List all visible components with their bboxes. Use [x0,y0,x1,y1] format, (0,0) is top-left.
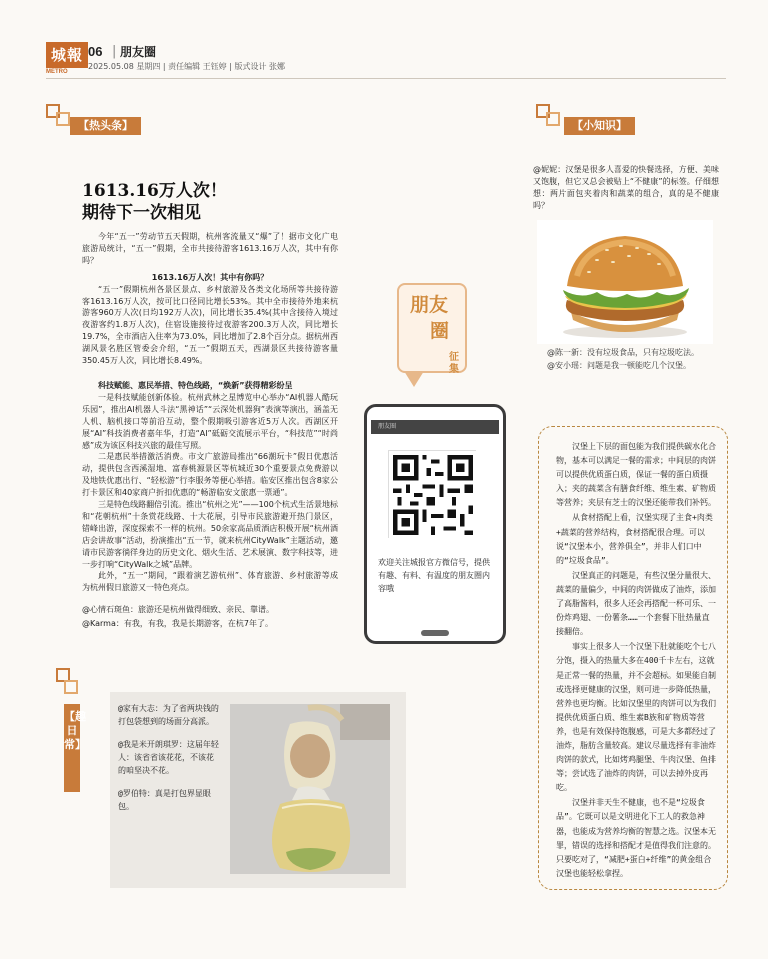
knowledge-comments [547,346,722,372]
header-rule [46,78,726,79]
qr-code-icon[interactable] [388,450,476,538]
logo-subtitle: METRO [46,69,68,75]
reader-comment: @陈一新：没有垃圾食品，只有垃圾吃法。 [547,348,699,357]
tag-knowledge: 【小知识】 [564,117,635,135]
article-paragraph: “五一”假期杭州各景区景点、乡村旅游及各类文化场所等共接待游客1613.16万人次，按可比口径同比增长53%。其中全市接待外地来杭游客960万人次(日均192万人次)，同比增长35.4%(其中含接待入境过夜游客约1.8万人次)，住宿设施接待过夜游客200.3万人次，同比增长19.7%，全市酒店入住率为73.0%，同比增加了2.8个百分点。据杭州西湖风景名胜区管委会介绍，“五一”假期五天，西湖景区共接待游客量350.45万人次，同比增长8.49%。 [82,284,338,366]
article-intro: 今年“五一”劳动节五天假期，杭州客流量又“爆”了！据市文化广电旅游局统计，“五一”假期，全市共接待游客1613.16万人次，其中有你吗？ [82,232,338,265]
header-separator: | [112,44,117,59]
reader-comment: @我是米开朗琪罗：这届年轻人：该省省该花花，不该花的咱坚决不花。 [118,740,219,775]
burger-photo [537,220,713,344]
newspaper-logo: 城報 [46,42,88,68]
reader-comment: @Karma：有我，有我，我是长期游客，在杭7年了。 [82,619,273,629]
article-paragraph: 此外，“五一”期间，“跟着演艺游杭州”、体育旅游、乡村旅游等成为杭州假日旅游又一特色亮点。 [82,571,338,593]
tag-square-icon [64,680,78,694]
section-title: 朋友圈 [120,45,157,59]
essay-paragraph: 汉堡上下层的面包能为我们提供碳水化合物，基本可以满足一餐的需求；中间层的肉饼可以提供优质蛋白质，保证一餐的蛋白质摄入；夹的蔬菜含有膳食纤维、维生素、矿物质等营养；夹层有芝士的汉堡还能带我们补钙。 [556,442,716,508]
article-subheading: 科技赋能、惠民举措、特色线路，“焕新”获得精彩纷呈 [98,380,293,390]
takeout-bag-photo [230,704,390,874]
reader-comment: @罗伯特：真是打包界显眼包。 [118,789,211,811]
headline-line-1: 1613.16万人次！ [82,181,227,201]
knowledge-essay [556,440,716,882]
reader-comment: @心情石斑鱼：旅游还是杭州做得细致、亲民、靠谱。 [82,605,274,615]
reader-comment: @安小瑶：问题是我一顿能吃几个汉堡。 [547,361,691,370]
promo-title-line2: 圈 [430,320,450,342]
tag-square-icon [546,112,560,126]
tag-hot-headline: 【热头条】 [70,117,141,135]
tag-square-icon [56,112,70,126]
promo-title-line3: 征集 [449,352,459,375]
phone-title-text: 朋友圈 [378,423,397,430]
article-paragraph: 一是科技赋能创新体验。杭州武林之星博览中心举办“AI机器人酷玩乐园”，推出AI机器人斗法“黑神话”“云深处机器狗”表演等演出，涵盖无人机、脑机接口等前沿互动，整个假期吸引游客近5万人次。西湖区开展“AI”科技消费者嘉年华，打造“AI”砥砺交流展示平台，“科技范”“时尚感”成为该区科技兴旅的最佳写照。 [82,392,338,450]
article-subheading: 1613.16万人次！其中有你吗？ [151,272,269,282]
phone-promo-text: 欢迎关注城报官方微信号，提供有趣、有料、有温度的朋友圈内容哦 [378,558,490,593]
knowledge-question: @妮妮：汉堡是很多人喜爱的快餐选择，方便、美味又饱腹，但它又总会被贴上“不健康”的标签。仔细想想：两片面包夹着肉和蔬菜的组合，真的是不健康吗？ [533,165,719,210]
article-paragraph: 三是特色线路翻倍引流。推出“杭州之光”——100个杭式生活景地标和“花朝杭州”十条赏花线路、十大花展，引导市民旅游避开热门景区，错峰出游，深度探索不一样的杭州。50余家高品质酒店积极开展“杭州酒店会讲故事”活动，扮演推出“五一节，就来杭州CityWalk”主题活动，邀请市民游客徜徉身边的历史文化、烟火生活、艺术展演、数字科技等，进一步打响“CityWalk之城”品牌。 [82,500,338,569]
tag-daily: 【趣日常】 [64,704,80,792]
headline-line-2: 期待下一次相见 [82,203,201,223]
essay-paragraph: 事实上很多人一个汉堡下肚就能吃个七八分饱，摄入的热量大多在400千卡左右，这就是正常一餐的热量，并不会超标。如果能自制或选择更健康的汉堡，则可进一步降低热量，营养也更均衡。比如汉堡里的肉饼可以为我们提供优质蛋白质、维生素B族和矿物质等营养，也是有效保持饱腹感，可是大多都经过了油炸，脂肪含量较高。建议尽量选择有非油炸肉饼的款式，比如烤鸡腿堡、牛肉汉堡、鱼排等；尝试选了油炸的肉饼，可以去掉外皮再吃。 [556,642,716,793]
article-body [82,231,338,630]
article-headline [82,180,282,224]
phone-home-button [421,630,449,636]
article-paragraph: 二是惠民举措激活消费。市文广旅游局推出“66潮玩卡”假日优惠活动，提供包含西溪湿地、富春桃源景区等杭城近30个重要景点免费游以及地铁优惠出行、“轻松游”行李服务等便心举措。临安区推出包含8家公打卡景区和40家商户折扣优惠的“畅游临安文旅惠一票通”。 [82,452,338,498]
daily-comments [118,702,220,823]
page-meta: 2025.05.08 星期四 | 责任编辑 王钰婷 | 版式设计 张娜 [88,62,285,71]
essay-paragraph: 汉堡并非天生不健康，也不是“垃圾食品”。它既可以是文明进化下工人的救急神器，也能成为营养均衡的智慧之选。汉堡本无罪，错误的选择和搭配才是值得我们注意的。只要吃对了，“减肥+蛋白+纤维”的黄金组合汉堡也能轻松拿捏。 [556,798,716,878]
essay-paragraph: 汉堡真正的问题是，有些汉堡分量很大、蔬菜的量偏少，中间的肉饼做成了油炸，添加了高脂酱料，很多人还会再搭配一杯可乐、一份炸鸡翅、一份薯条……一个套餐下肚热量直接翻倍。 [556,570,716,637]
essay-paragraph: 从食材搭配上看，汉堡实现了主食+肉类+蔬菜的营养结构，食材搭配很合理。可以说“汉堡本小，营养俱全”，并非人们口中的“垃圾食品”。 [556,513,713,565]
reader-comment: @家有大志：为了省两块钱的打包袋想到的场面分高派。 [118,704,219,726]
promo-title-line1: 朋友 [410,294,449,316]
promo-bubble-tail [404,371,424,387]
page-number: 06 [88,44,103,59]
